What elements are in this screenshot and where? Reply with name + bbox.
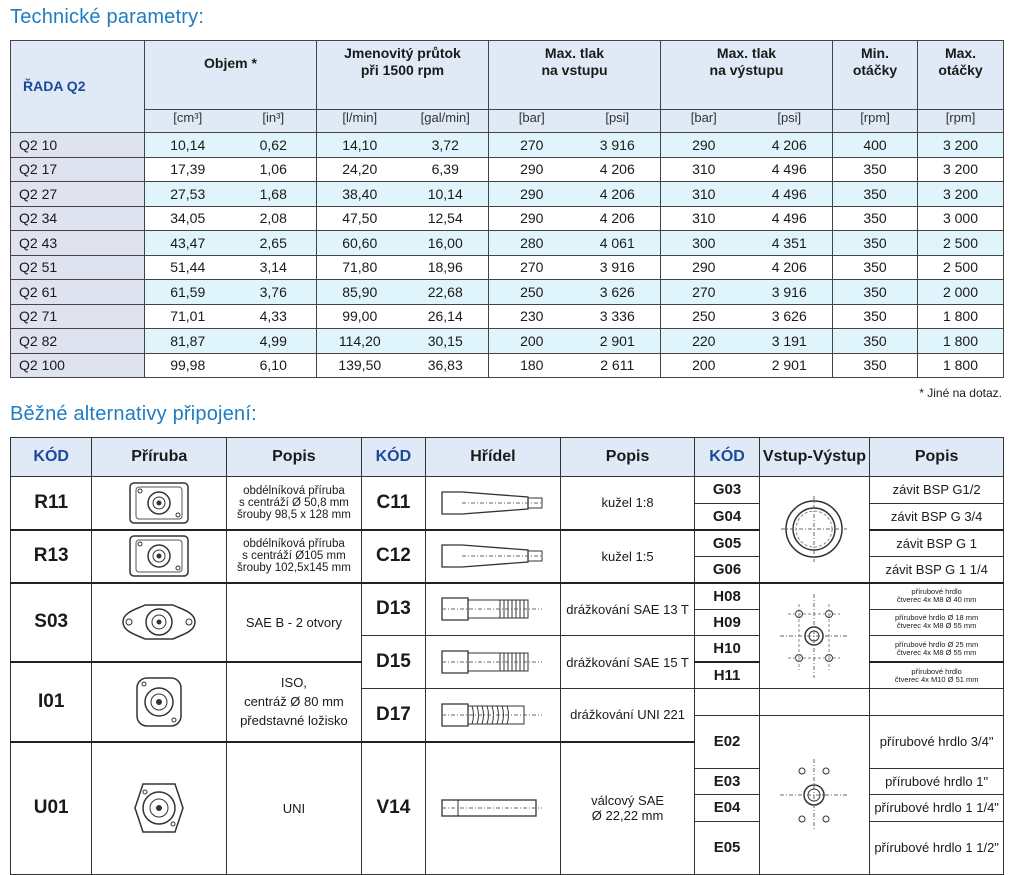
- flange-description: [227, 583, 362, 663]
- port-drawing-empty: [759, 689, 870, 716]
- description-line: drážkování SAE 13 T: [566, 601, 689, 617]
- table-row: [11, 304, 1004, 329]
- shaft-code: D13: [361, 583, 425, 636]
- shaft-code: C12: [361, 530, 425, 583]
- value-cell: 2 500: [918, 231, 1004, 256]
- value-cell: 200: [489, 329, 575, 354]
- model-cell: Q2 43: [11, 231, 145, 256]
- shaft-description: [560, 530, 695, 583]
- description-line: čtverec 4x M8 Ø 55 mm: [896, 647, 977, 657]
- value-cell: 99,00: [317, 304, 403, 329]
- header-objem: [145, 41, 317, 110]
- description-line: přírubové hrdlo 1 1/2": [874, 840, 999, 855]
- port-drawing: [759, 477, 870, 583]
- description-line: čtverec 4x M10 Ø 51 mm: [894, 674, 979, 684]
- value-cell: 250: [489, 280, 575, 305]
- value-cell: 24,20: [317, 157, 403, 182]
- value-cell: 350: [833, 353, 918, 378]
- value-cell: 350: [833, 280, 918, 305]
- header-tlak-out-line1: Max. tlak: [716, 45, 777, 61]
- value-cell: 34,05: [145, 206, 231, 231]
- port-drawing: [759, 583, 870, 689]
- port-code-empty: [695, 689, 759, 716]
- header-priruba: Příruba: [92, 438, 227, 477]
- description-line: přírubové hrdlo Ø 18 mm: [894, 613, 979, 623]
- shaft-description: [560, 689, 695, 742]
- description-line: Ø 22,22 mm: [591, 808, 664, 823]
- value-cell: 4 206: [747, 133, 833, 158]
- flange-description: [227, 477, 362, 530]
- value-cell: 43,47: [145, 231, 231, 256]
- shaft-drawing: [426, 530, 561, 583]
- description-line: přírubové hrdlo: [911, 587, 962, 596]
- table-row: [11, 255, 1004, 280]
- description-line: představné ložisko: [240, 713, 348, 729]
- port-description: [870, 583, 1004, 610]
- port-code: G04: [695, 503, 759, 530]
- value-cell: 4 206: [747, 255, 833, 280]
- table-row: [11, 182, 1004, 207]
- table-row: [11, 280, 1004, 305]
- flange-drawing: [92, 583, 227, 663]
- value-cell: 270: [489, 255, 575, 280]
- value-cell: 3 200: [918, 182, 1004, 207]
- value-cell: 6,39: [403, 157, 489, 182]
- flange-drawing: [92, 477, 227, 530]
- value-cell: 3 916: [575, 133, 661, 158]
- header-tlak-in-line2: na vstupu: [541, 62, 608, 78]
- value-cell: 26,14: [403, 304, 489, 329]
- description-line: přírubové hrdlo 1 1/4": [874, 800, 999, 816]
- value-cell: 60,60: [317, 231, 403, 256]
- header-popis-1: Popis: [227, 438, 362, 477]
- value-cell: 12,54: [403, 206, 489, 231]
- value-cell: 61,59: [145, 280, 231, 305]
- header-min-line1: Min.: [861, 45, 889, 61]
- shaft-code: C11: [361, 477, 425, 530]
- header-hridel: Hřídel: [426, 438, 561, 477]
- unit-cell: [cm³]: [145, 110, 231, 133]
- series-label: ŘADA Q2: [11, 41, 145, 133]
- description-line: drážkování UNI 221: [570, 707, 686, 723]
- value-cell: 4 206: [575, 182, 661, 207]
- value-cell: 350: [833, 231, 918, 256]
- value-cell: 290: [661, 133, 747, 158]
- value-cell: 270: [489, 133, 575, 158]
- unit-cell: [in³]: [231, 110, 317, 133]
- description-line: s centráží Ø 50,8 mm: [238, 496, 349, 509]
- value-cell: 270: [661, 280, 747, 305]
- model-cell: Q2 71: [11, 304, 145, 329]
- value-cell: 6,10: [231, 353, 317, 378]
- port-description: [870, 556, 1004, 583]
- value-cell: 10,14: [403, 182, 489, 207]
- value-cell: 47,50: [317, 206, 403, 231]
- table-row: [11, 206, 1004, 231]
- port-code: E02: [695, 715, 759, 768]
- flange-description: [227, 530, 362, 583]
- flange-drawing: [92, 530, 227, 583]
- port-code: H10: [695, 636, 759, 663]
- value-cell: 16,00: [403, 231, 489, 256]
- value-cell: 51,44: [145, 255, 231, 280]
- table-row: [11, 329, 1004, 354]
- header-tlak-in-line1: Max. tlak: [544, 45, 605, 61]
- header-popis-3: Popis: [870, 438, 1004, 477]
- port-description: [870, 662, 1004, 689]
- header-prutok: [317, 41, 489, 110]
- description-line: přírubové hrdlo 1": [885, 773, 989, 789]
- header-kod-1: KÓD: [11, 438, 92, 477]
- value-cell: 36,83: [403, 353, 489, 378]
- value-cell: 350: [833, 157, 918, 182]
- port-code: E03: [695, 768, 759, 795]
- connections-table: [10, 437, 1004, 875]
- value-cell: 3 200: [918, 133, 1004, 158]
- header-row: [11, 41, 1004, 110]
- value-cell: 290: [489, 182, 575, 207]
- value-cell: 180: [489, 353, 575, 378]
- table-row: [11, 157, 1004, 182]
- port-code: E04: [695, 795, 759, 822]
- value-cell: 290: [661, 255, 747, 280]
- header-max-otacky: [918, 41, 1004, 110]
- unit-cell: [bar]: [661, 110, 747, 133]
- header-prutok-line1: Jmenovitý průtok: [344, 45, 461, 61]
- value-cell: 4 496: [747, 182, 833, 207]
- value-cell: 310: [661, 157, 747, 182]
- port-drawing: [759, 715, 870, 874]
- value-cell: 2 500: [918, 255, 1004, 280]
- value-cell: 3 626: [747, 304, 833, 329]
- flange-code: R11: [11, 477, 92, 530]
- value-cell: 27,53: [145, 182, 231, 207]
- description-line: kužel 1:5: [601, 548, 654, 564]
- model-cell: Q2 17: [11, 157, 145, 182]
- description-line: čtverec 4x M8 Ø 55 mm: [896, 621, 977, 631]
- header-tlak-out-line2: na výstupu: [709, 62, 784, 78]
- description-line: centráž Ø 80 mm: [244, 694, 344, 710]
- flange-description: [227, 662, 362, 742]
- description-line: závit BSP G 1 1/4: [885, 561, 988, 577]
- description-line: šrouby 98,5 x 128 mm: [237, 508, 351, 521]
- header-prutok-line2: při 1500 rpm: [360, 62, 445, 78]
- value-cell: 230: [489, 304, 575, 329]
- port-code: H09: [695, 609, 759, 636]
- header-tlak-out: [661, 41, 833, 110]
- value-cell: 17,39: [145, 157, 231, 182]
- shaft-description: [560, 477, 695, 530]
- description-line: přírubové hrdlo: [911, 666, 962, 676]
- value-cell: 30,15: [403, 329, 489, 354]
- description-line: UNI: [282, 800, 306, 816]
- section-title-connections: Běžné alternativy připojení:: [10, 403, 257, 425]
- value-cell: 250: [661, 304, 747, 329]
- description-line: ISO,: [280, 675, 307, 691]
- port-description-empty: [870, 689, 1004, 716]
- connections-row: [11, 583, 1004, 610]
- description-line: přírubové hrdlo 3/4": [879, 734, 994, 749]
- shaft-code: V14: [361, 742, 425, 875]
- value-cell: 3,14: [231, 255, 317, 280]
- value-cell: 3,76: [231, 280, 317, 305]
- value-cell: 350: [833, 255, 918, 280]
- value-cell: 290: [489, 206, 575, 231]
- header-kod-3: KÓD: [695, 438, 759, 477]
- value-cell: 14,10: [317, 133, 403, 158]
- port-code: G06: [695, 556, 759, 583]
- model-cell: Q2 27: [11, 182, 145, 207]
- connections-header-row: [11, 438, 1004, 477]
- description-line: závit BSP G 3/4: [890, 508, 983, 524]
- value-cell: 10,14: [145, 133, 231, 158]
- unit-cell: [rpm]: [918, 110, 1004, 133]
- port-description: [870, 609, 1004, 636]
- value-cell: 4 206: [575, 206, 661, 231]
- shaft-drawing: [426, 636, 561, 689]
- shaft-description: [560, 583, 695, 636]
- port-code: H11: [695, 662, 759, 689]
- value-cell: 3 191: [747, 329, 833, 354]
- description-line: s centráží Ø105 mm: [242, 550, 346, 562]
- value-cell: 4 061: [575, 231, 661, 256]
- section-title-technical-parameters: Technické parametry:: [10, 6, 205, 28]
- value-cell: 114,20: [317, 329, 403, 354]
- value-cell: 300: [661, 231, 747, 256]
- value-cell: 2,65: [231, 231, 317, 256]
- header-min-line2: otáčky: [852, 62, 898, 78]
- port-description: [870, 821, 1004, 874]
- description-line: závit BSP G 1: [896, 535, 977, 551]
- value-cell: 71,01: [145, 304, 231, 329]
- description-line: obdélníková příruba: [243, 484, 345, 497]
- flange-code: I01: [11, 662, 92, 742]
- value-cell: 310: [661, 182, 747, 207]
- port-description: [870, 795, 1004, 822]
- value-cell: 2 000: [918, 280, 1004, 305]
- header-vstup-vystup: Vstup-Výstup: [759, 438, 870, 477]
- description-line: kužel 1:8: [601, 495, 654, 511]
- port-description: [870, 477, 1004, 504]
- port-code: H08: [695, 583, 759, 610]
- value-cell: 3,72: [403, 133, 489, 158]
- flange-description: [227, 742, 362, 875]
- value-cell: 1,68: [231, 182, 317, 207]
- port-description: [870, 530, 1004, 557]
- shaft-code: D17: [361, 689, 425, 742]
- description-line: SAE B - 2 otvory: [245, 614, 342, 630]
- port-code: E05: [695, 821, 759, 874]
- table-row: [11, 353, 1004, 378]
- value-cell: 350: [833, 329, 918, 354]
- unit-cell: [psi]: [575, 110, 661, 133]
- unit-cell: [gal/min]: [403, 110, 489, 133]
- header-objem-text: Objem *: [204, 55, 257, 71]
- value-cell: 280: [489, 231, 575, 256]
- shaft-description: [560, 742, 695, 875]
- port-description: [870, 768, 1004, 795]
- value-cell: 3 626: [575, 280, 661, 305]
- flange-code: R13: [11, 530, 92, 583]
- port-description: [870, 503, 1004, 530]
- value-cell: 139,50: [317, 353, 403, 378]
- value-cell: 3 916: [575, 255, 661, 280]
- unit-cell: [l/min]: [317, 110, 403, 133]
- header-min-otacky: [833, 41, 918, 110]
- value-cell: 4 206: [575, 157, 661, 182]
- value-cell: 2 611: [575, 353, 661, 378]
- description-line: drážkování SAE 15 T: [566, 654, 689, 670]
- port-code: G05: [695, 530, 759, 557]
- value-cell: 85,90: [317, 280, 403, 305]
- value-cell: 200: [661, 353, 747, 378]
- value-cell: 220: [661, 329, 747, 354]
- model-cell: Q2 82: [11, 329, 145, 354]
- shaft-drawing: [426, 477, 561, 530]
- value-cell: 350: [833, 304, 918, 329]
- value-cell: 22,68: [403, 280, 489, 305]
- value-cell: 350: [833, 182, 918, 207]
- shaft-description: [560, 636, 695, 689]
- table-row: [11, 133, 1004, 158]
- shaft-drawing: [426, 689, 561, 742]
- model-cell: Q2 61: [11, 280, 145, 305]
- value-cell: 2 901: [747, 353, 833, 378]
- connections-row: [11, 477, 1004, 504]
- description-line: čtverec 4x M8 Ø 40 mm: [896, 595, 977, 604]
- value-cell: 4 496: [747, 157, 833, 182]
- value-cell: 350: [833, 206, 918, 231]
- unit-cell: [psi]: [747, 110, 833, 133]
- value-cell: 3 000: [918, 206, 1004, 231]
- technical-parameters-table: [10, 40, 1004, 378]
- value-cell: 4,99: [231, 329, 317, 354]
- description-line: přírubové hrdlo Ø 25 mm: [894, 639, 979, 649]
- header-max-line2: otáčky: [938, 62, 983, 78]
- value-cell: 2,08: [231, 206, 317, 231]
- header-max-line1: Max.: [944, 45, 977, 61]
- footnote: * Jiné na dotaz.: [919, 386, 1002, 400]
- flange-code: S03: [11, 583, 92, 663]
- value-cell: 4 496: [747, 206, 833, 231]
- value-cell: 0,62: [231, 133, 317, 158]
- shaft-drawing: [426, 583, 561, 636]
- value-cell: 2 901: [575, 329, 661, 354]
- value-cell: 18,96: [403, 255, 489, 280]
- value-cell: 3 336: [575, 304, 661, 329]
- value-cell: 290: [489, 157, 575, 182]
- shaft-drawing: [426, 742, 561, 875]
- port-description: [870, 636, 1004, 663]
- value-cell: 400: [833, 133, 918, 158]
- flange-code: U01: [11, 742, 92, 875]
- value-cell: 1 800: [918, 353, 1004, 378]
- description-line: šrouby 102,5x145 mm: [237, 562, 351, 574]
- unit-cell: [bar]: [489, 110, 575, 133]
- value-cell: 4 351: [747, 231, 833, 256]
- value-cell: 99,98: [145, 353, 231, 378]
- model-cell: Q2 100: [11, 353, 145, 378]
- value-cell: 3 200: [918, 157, 1004, 182]
- value-cell: 4,33: [231, 304, 317, 329]
- model-cell: Q2 34: [11, 206, 145, 231]
- model-cell: Q2 10: [11, 133, 145, 158]
- model-cell: Q2 51: [11, 255, 145, 280]
- port-description: [870, 715, 1004, 768]
- shaft-code: D15: [361, 636, 425, 689]
- header-popis-2: Popis: [560, 438, 695, 477]
- description-line: válcový SAE: [591, 793, 665, 808]
- value-cell: 310: [661, 206, 747, 231]
- flange-drawing: [92, 662, 227, 742]
- value-cell: 38,40: [317, 182, 403, 207]
- header-tlak-in: [489, 41, 661, 110]
- value-cell: 3 916: [747, 280, 833, 305]
- value-cell: 81,87: [145, 329, 231, 354]
- description-line: závit BSP G1/2: [892, 482, 981, 498]
- header-kod-2: KÓD: [361, 438, 425, 477]
- unit-cell: [rpm]: [833, 110, 918, 133]
- units-row: [11, 110, 1004, 133]
- flange-drawing: [92, 742, 227, 875]
- value-cell: 71,80: [317, 255, 403, 280]
- table-row: [11, 231, 1004, 256]
- value-cell: 1 800: [918, 329, 1004, 354]
- value-cell: 1 800: [918, 304, 1004, 329]
- port-code: G03: [695, 477, 759, 504]
- value-cell: 1,06: [231, 157, 317, 182]
- description-line: obdélníková příruba: [243, 538, 345, 550]
